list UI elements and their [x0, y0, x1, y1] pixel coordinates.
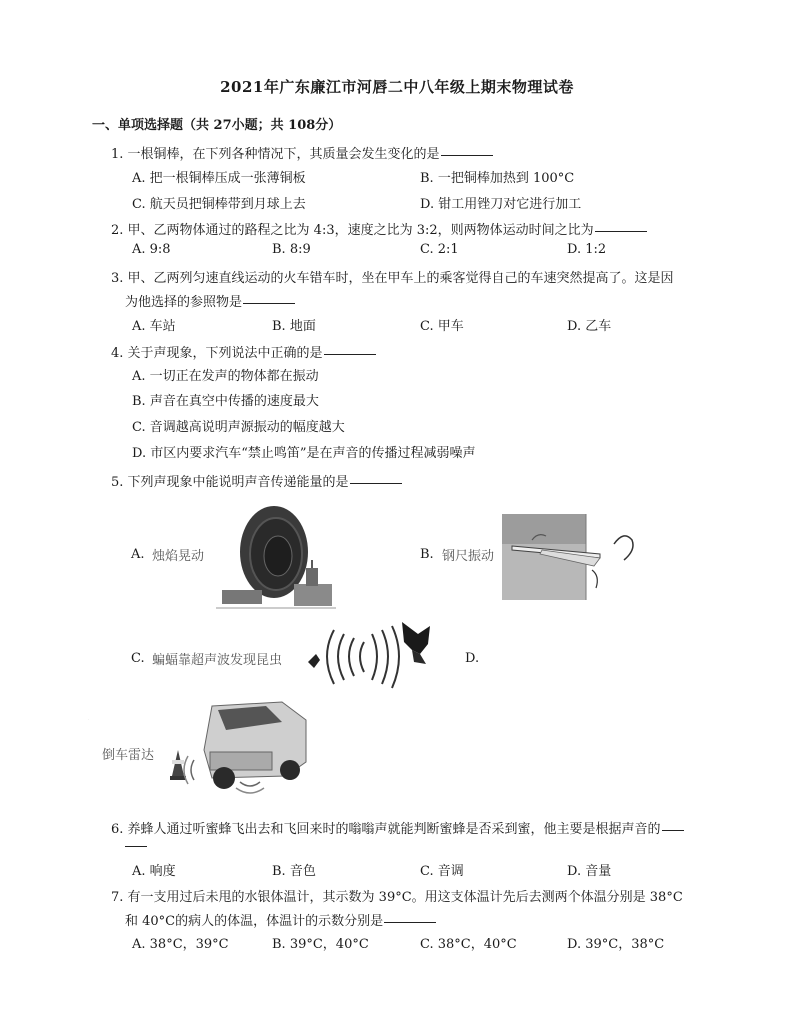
- question-1-stem: 1. 一根铜棒，在下列各种情况下，其质量会发生变化的是: [111, 143, 493, 162]
- q5-option-d-prefix: D.: [465, 651, 480, 666]
- q3-option-c: C. 甲车: [420, 319, 464, 334]
- q3-option-a: A. 车站: [132, 319, 176, 334]
- q1-option-c: C. 航天员把铜棒带到月球上去: [132, 197, 306, 212]
- q1-option-b: B. 一把铜棒加热到 100°C: [420, 171, 575, 186]
- question-2-stem: 2. 甲、乙两物体通过的路程之比为 4:3，速度之比为 3:2，则两物体运动时间之比为: [111, 219, 647, 238]
- answer-blank: [243, 302, 295, 304]
- q5-option-a-label: 烛焰晃动: [152, 549, 205, 564]
- q5-option-a-prefix: A.: [131, 547, 145, 562]
- q1-option-d: D. 钳工用锉刀对它进行加工: [420, 197, 582, 212]
- q7-option-a: A. 38°C，39°C: [132, 937, 229, 952]
- q1-option-a: A. 把一根铜棒压成一张薄铜板: [132, 171, 306, 186]
- answer-blank: [595, 230, 647, 232]
- q5-option-b-label: 钢尺振动: [442, 549, 495, 564]
- question-6-stem: 6. 养蜂人通过听蜜蜂飞出去和飞回来时的嗡嗡声就能判断蜜蜂是否采到蜜，他主要是根据声音的: [111, 818, 684, 837]
- page-title: 2021年广东廉江市河唇二中八年级上期末物理试卷: [220, 78, 574, 96]
- svg-text:.: .: [88, 717, 89, 721]
- q6-option-d: D. 音量: [567, 864, 612, 879]
- q3-option-b: B. 地面: [272, 319, 316, 334]
- q5-option-d-label: 倒车雷达: [102, 748, 155, 763]
- q2-option-b: B. 8:9: [272, 242, 311, 257]
- q5-option-c-prefix: C.: [131, 651, 145, 666]
- q4-option-c: C. 音调越高说明声源振动的幅度越大: [132, 420, 345, 435]
- q5-option-c-label: 蝙蝠靠超声波发现昆虫: [152, 653, 283, 668]
- steel-ruler-image: [502, 514, 642, 600]
- bat-ultrasound-image: [300, 620, 440, 694]
- speaker-candle-image: [212, 500, 340, 612]
- answer-blank: [125, 845, 147, 847]
- q3-option-d: D. 乙车: [567, 319, 612, 334]
- question-5-stem: 5. 下列声现象中能说明声音传递能量的是: [111, 471, 402, 490]
- question-7-stem: 7. 有一支用过后未甩的水银体温计，其示数为 39°C。用这支体温计先后去测两个体温分别是 38°C: [111, 890, 683, 905]
- question-4-stem: 4. 关于声现象，下列说法中正确的是: [111, 342, 376, 361]
- section-heading: 一、单项选择题（共 27小题；共 108分）: [92, 118, 342, 133]
- q6-option-c: C. 音调: [420, 864, 464, 879]
- answer-blank: [350, 482, 402, 484]
- q2-option-c: C. 2:1: [420, 242, 459, 257]
- q7-option-c: C. 38°C，40°C: [420, 937, 517, 952]
- q7-option-b: B. 39°C，40°C: [272, 937, 369, 952]
- q7-option-d: D. 39°C，38°C: [567, 937, 665, 952]
- answer-blank: [662, 829, 684, 831]
- q6-option-a: A. 响度: [132, 864, 176, 879]
- q2-option-a: A. 9:8: [132, 242, 171, 257]
- answer-blank: [441, 154, 493, 156]
- answer-blank: [384, 921, 436, 923]
- q4-option-d: D. 市区内要求汽车“禁止鸣笛”是在声音的传播过程减弱噪声: [132, 446, 476, 461]
- q4-option-b: B. 声音在真空中传播的速度最大: [132, 394, 319, 409]
- question-7-stem-cont: 和 40°C的病人的体温，体温计的示数分别是: [125, 910, 436, 929]
- question-3-stem: 3. 甲、乙两列匀速直线运动的火车错车时，坐在甲车上的乘客觉得自己的车速突然提高了。这是因: [111, 271, 674, 286]
- answer-blank: [324, 353, 376, 355]
- question-6-blank-cont: [125, 838, 147, 853]
- q4-option-a: A. 一切正在发声的物体都在振动: [132, 369, 319, 384]
- question-3-stem-cont: 为他选择的参照物是: [125, 291, 295, 310]
- q2-option-d: D. 1:2: [567, 242, 607, 257]
- q5-option-b-prefix: B.: [420, 547, 434, 562]
- q6-option-b: B. 音色: [272, 864, 316, 879]
